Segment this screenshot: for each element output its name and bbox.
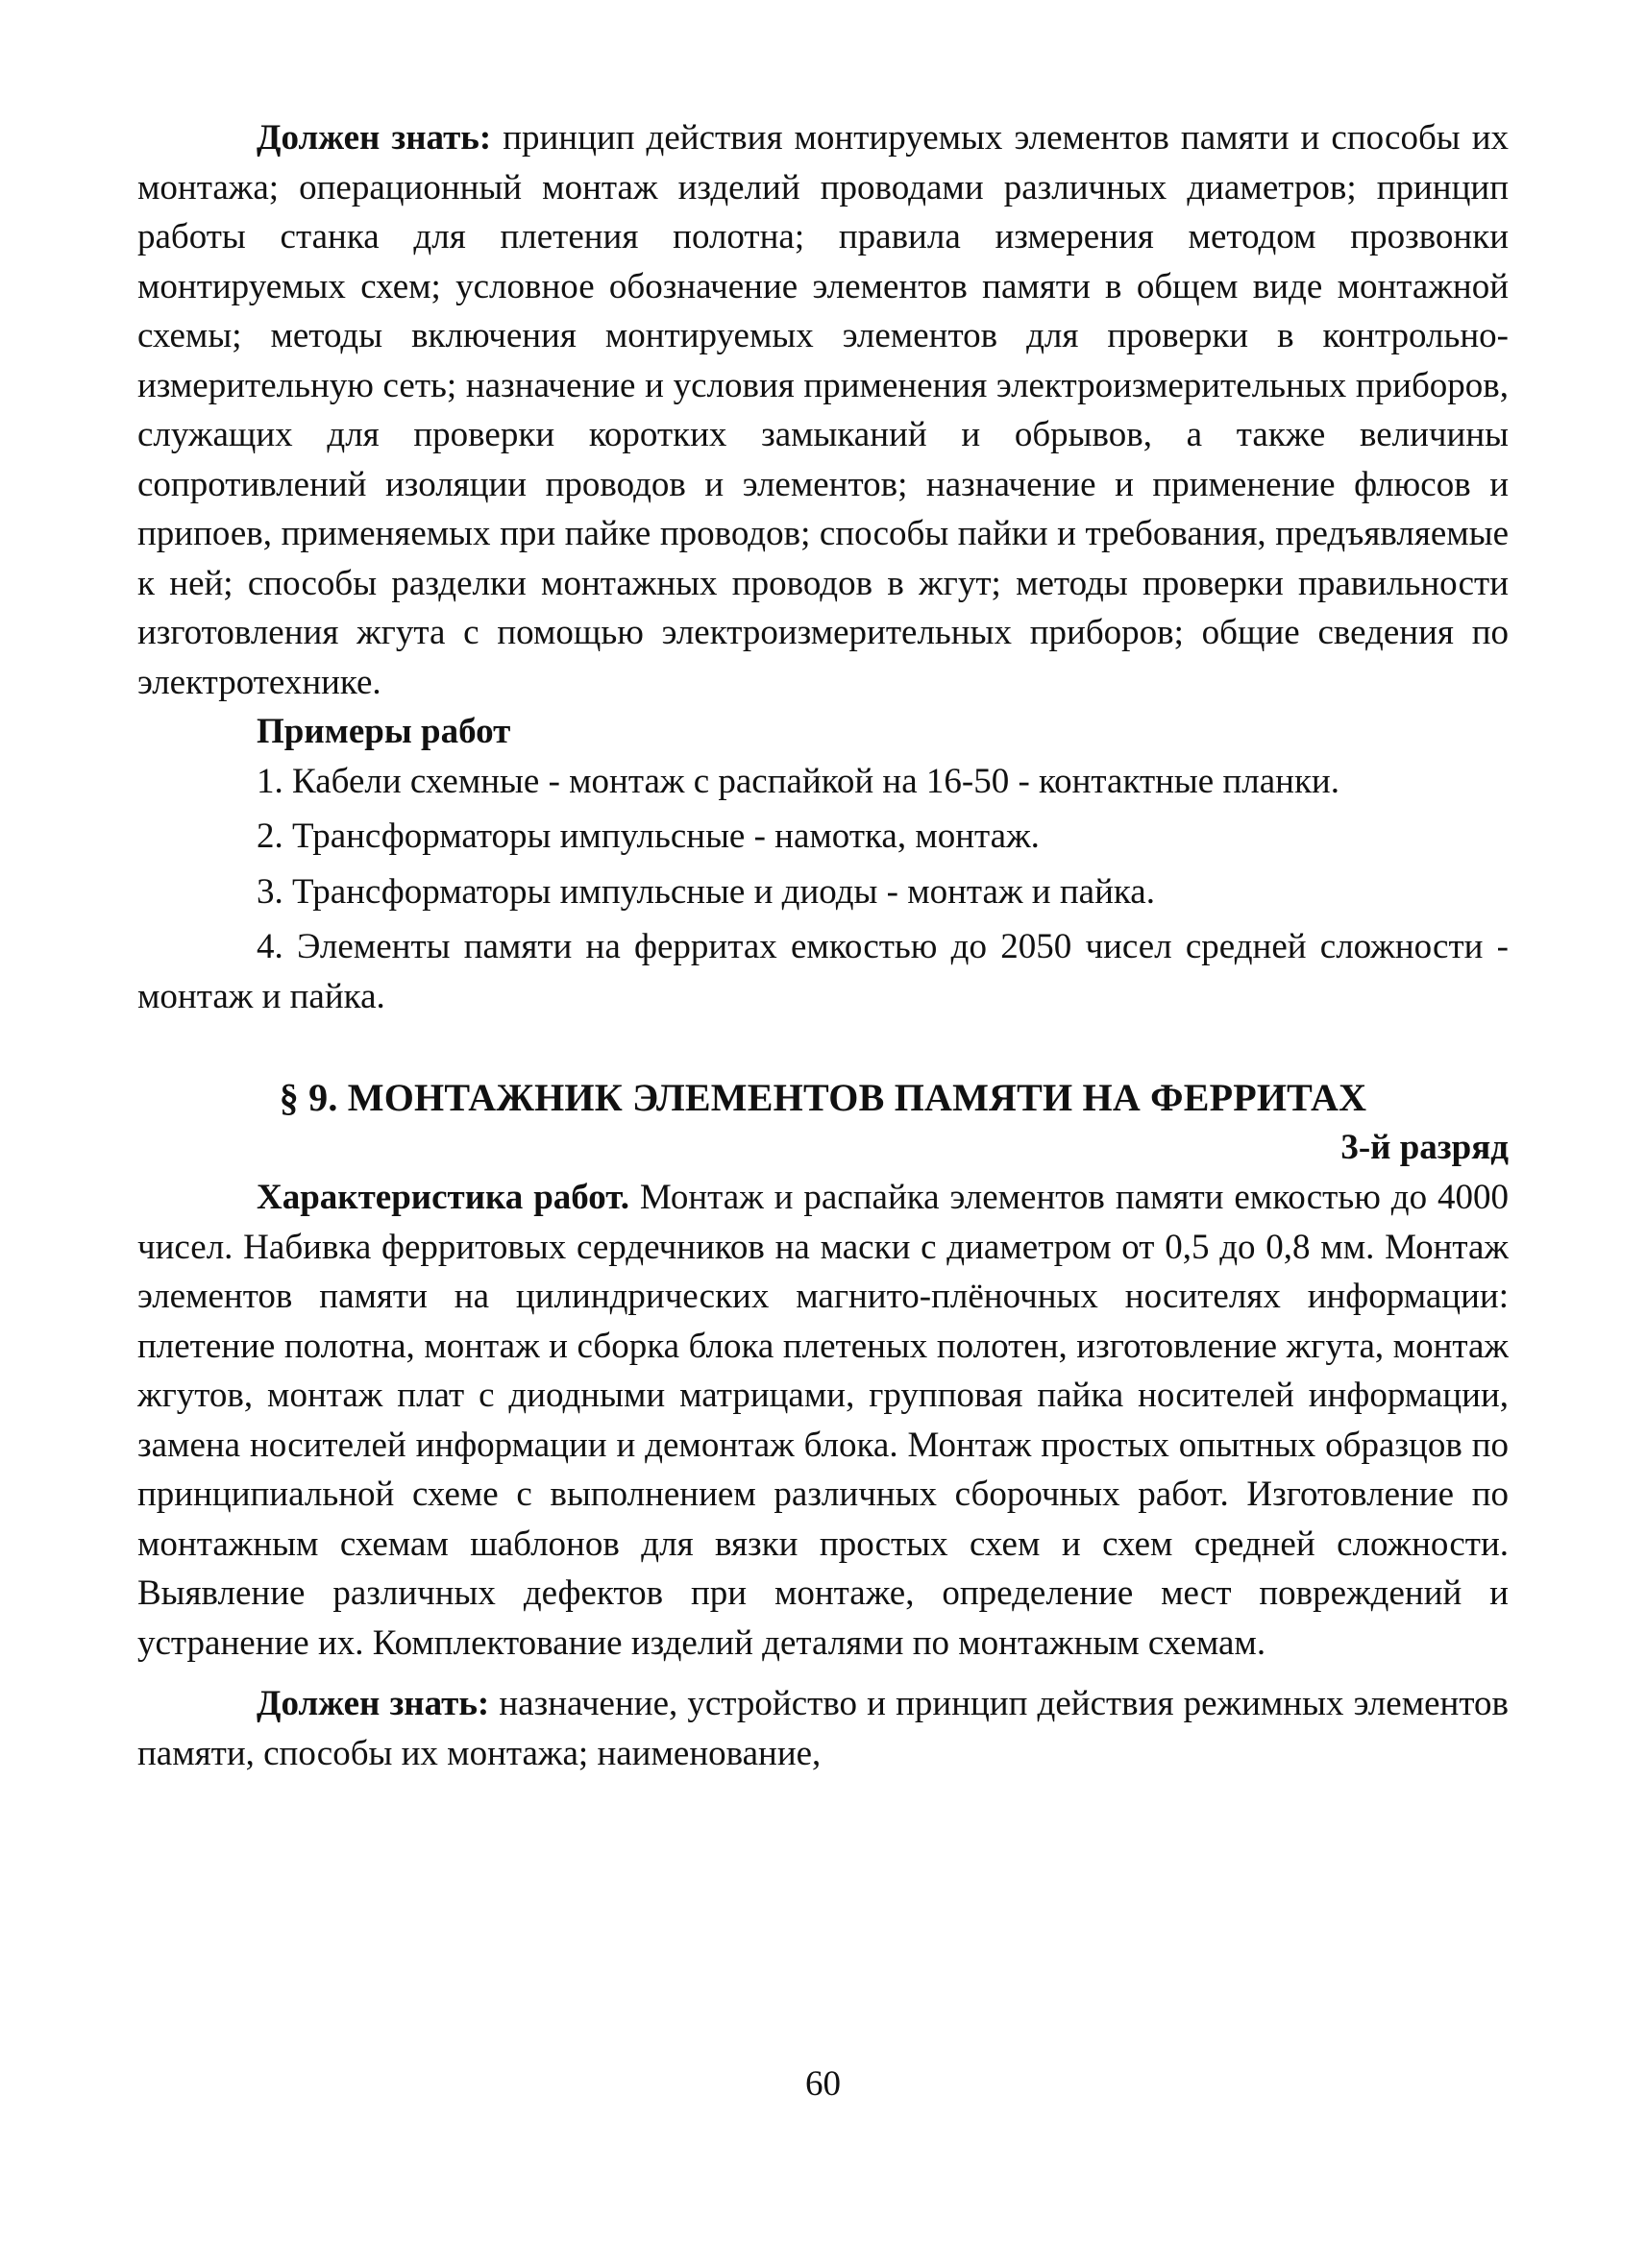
must-know-label-1: Должен знать: (257, 118, 492, 158)
page-body (137, 113, 1509, 1778)
section-title: § 9. МОНТАЖНИК ЭЛЕМЕНТОВ ПАМЯТИ НА ФЕРРИТАХ (279, 1076, 1367, 1119)
example-item-2: 2. Трансформаторы импульсные - намотка, монтаж. (257, 817, 1040, 856)
must-know-paragraph-1 (137, 113, 1509, 707)
work-characteristics-paragraph (137, 1173, 1509, 1668)
example-item-4: 4. Элементы памяти на ферритах емкостью до 2050 чисел средней сложности - монтаж и пайка. (137, 927, 1509, 1016)
example-item-3: 3. Трансформаторы импульсные и диоды - монтаж и пайка. (257, 871, 1155, 912)
example-item-1: 1. Кабели схемные - монтаж с распайкой на 16-50 - контактные планки. (257, 761, 1339, 801)
work-characteristics-text: Монтаж и распайка элементов памяти емкостью до 4000 чисел. Набивка ферритовых сердечников на маски с диаметром от 0,5 до 0,8 мм. Монтаж элементов памяти на цилиндрических магнито-плёночных носителях информации: плетение полотна, монтаж и сборка блока плетеных полотен, изготовление жгута, монтаж жгутов, монтаж плат с диодными матрицами, групповая пайка носителей информации, замена носителей информации и демонтаж блока. Монтаж простых опытных образцов по принципиальной схеме с выполнением различных сборочных работ. Изготовление по монтажным схемам шаблонов для вязки простых схем и схем средней сложности. Выявление различных дефектов при монтаже, определение мест повреждений и устранение их. Комплектование изделий деталями по монтажным схемам. (137, 1178, 1509, 1663)
grade-label: 3-й разряд (1340, 1128, 1509, 1167)
must-know-paragraph-2 (137, 1679, 1509, 1778)
page-number: 60 (805, 2064, 841, 2104)
must-know-label-2: Должен знать: (257, 1684, 490, 1723)
must-know-text-1: принцип действия монтируемых элементов памяти и способы их монтажа; операционный монтаж изделий проводами различных диаметров; принцип работы станка для плетения полотна; правила измерения методом прозвонки монтируемых схем; условное обозначение элементов памяти в общем виде монтажной схемы; методы включения монтируемых элементов для проверки в контрольно-измерительную сеть; назначение и условия применения электроизмерительных приборов, служащих для проверки коротких замыканий и обрывов, а также величины сопротивлений изоляции проводов и элементов; назначение и применение флюсов и припоев, применяемых при пайке проводов; способы пайки и требования, предъявляемые к ней; способы разделки монтажных проводов в жгут; методы проверки правильности изготовления жгута с помощью электроизмерительных приборов; общие сведения по электротехнике. (137, 118, 1509, 702)
paragraph-gap (137, 1668, 1509, 1679)
examples-heading: Примеры работ (257, 712, 511, 751)
work-characteristics-label: Характеристика работ. (257, 1178, 629, 1217)
examples-list (137, 757, 1509, 1022)
must-know-text-2: назначение, устройство и принцип действия режимных элементов памяти, способы их монтажа; наименование, (137, 1684, 1509, 1773)
